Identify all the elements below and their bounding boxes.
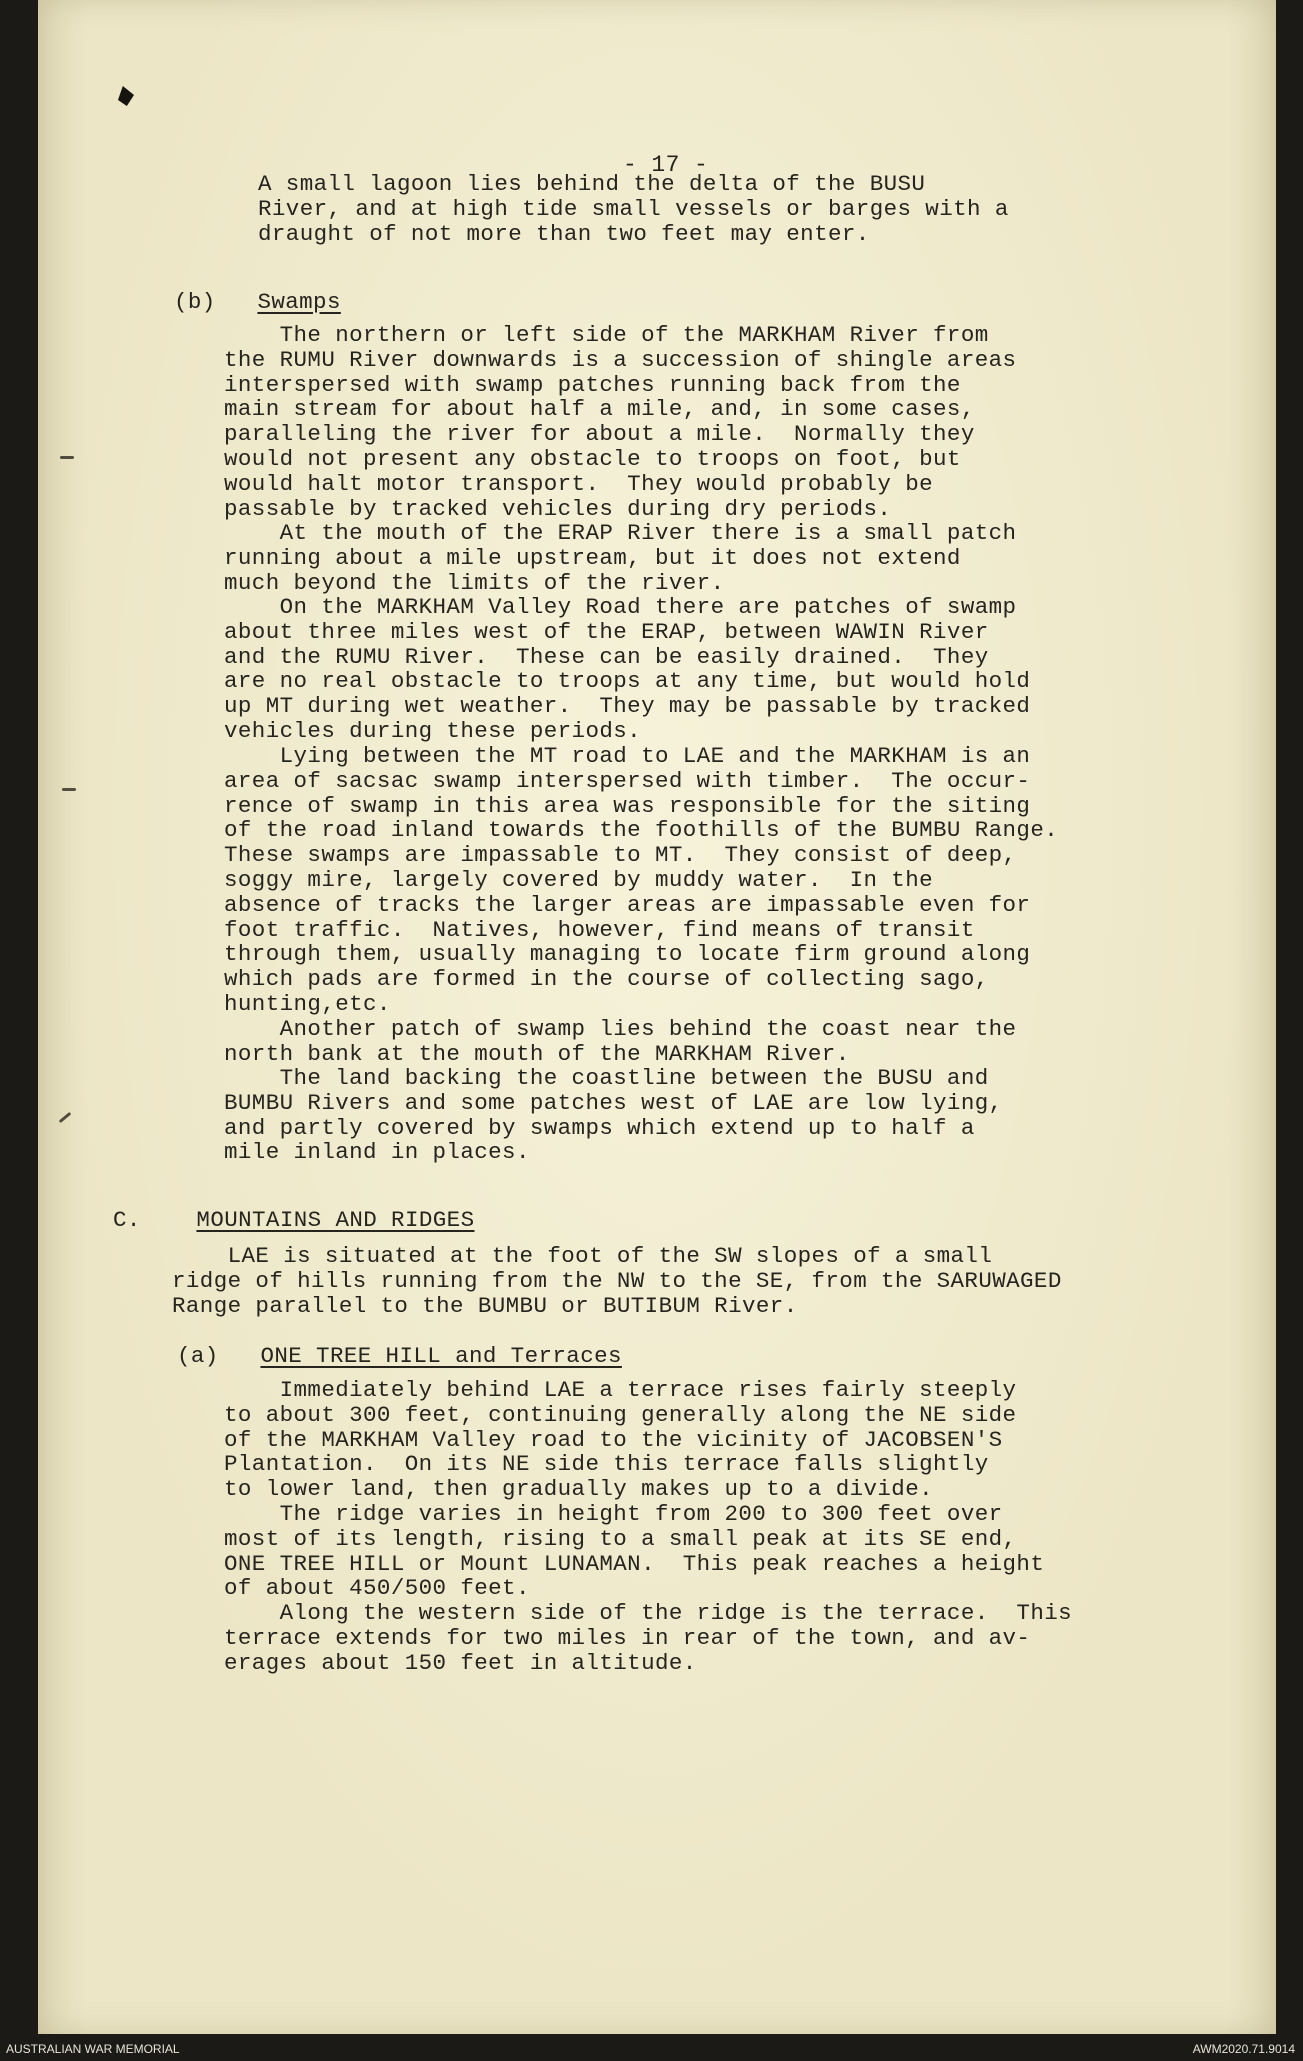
- section-title: ONE TREE HILL and Terraces: [260, 1343, 622, 1369]
- swamps-paragraph-4: Lying between the MT road to LAE and the MARKHAM is an area of sacsac swamp interspersed with timber. The occur- rence of swamp in this area was responsible for the siting of the road inland towards the foothills of the BUMBU Range. These swamps are impassable to MT. They consist of deep, soggy mire, largely covered by muddy water. In the absence of tracks the larger areas are impassable even for foot traffic. Natives, however, find means of transit through them, usually managing to locate firm ground along which pads are formed in the course of collecting sago, hunting,etc.: [224, 743, 1059, 1017]
- swamps-paragraph-3: On the MARKHAM Valley Road there are patches of swamp about three miles west of the ERAP, between WAWIN River and the RUMU River. These can be easily drained. They are no real obstacle to troops at any time, but would hold up MT during wet weather. They may be passable by tracked vehicles during these periods.: [224, 594, 1031, 744]
- section-title: Swamps: [257, 289, 341, 315]
- swamps-paragraph-5: Another patch of swamp lies behind the coast near the north bank at the mouth of the MARKHAM River.: [224, 1016, 1017, 1067]
- lagoon-paragraph: A small lagoon lies behind the delta of the BUSU River, and at high tide small vessels or barges with a draught of not more than two feet may enter.: [258, 171, 1009, 247]
- one-tree-hill-paragraph-1: Immediately behind LAE a terrace rises fairly steeply to about 300 feet, continuing generally along the NE side of the MARKHAM Valley road to the vicinity of JACOBSEN'S Plantation. On its NE side this terrace falls slightly to lower land, then gradually makes up to a divide.: [224, 1377, 1017, 1503]
- swamps-paragraph-6: The land backing the coastline between the BUSU and BUMBU Rivers and some patches west of LAE are low lying, and partly covered by swamps which extend up to half a mile inland in places.: [224, 1065, 1003, 1166]
- swamps-paragraph-1: The northern or left side of the MARKHAM River from the RUMU River downwards is a succession of shingle areas interspersed with swamp patches running back from the main stream for about half a mile, and, in some cases, paralleling the river for about a mile. Normally they would not present any obstacle to troops on foot, but would halt motor transport. They would probably be passable by tracked vehicles during dry periods.: [224, 322, 1017, 522]
- page-number: - 17 -: [623, 152, 709, 178]
- section-marker: (b): [174, 289, 216, 315]
- footer-accession-number: AWM2020.71.9014: [1192, 2042, 1295, 2056]
- one-tree-hill-paragraph-2: The ridge varies in height from 200 to 300 feet over most of its length, rising to a small peak at its SE end, ONE TREE HILL or Mount LUNAMAN. This peak reaches a height of about 450/500 feet.: [224, 1501, 1045, 1602]
- swamps-heading: [174, 289, 341, 315]
- document-text: [38, 0, 1276, 2034]
- mountains-paragraph: LAE is situated at the foot of the SW slopes of a small ridge of hills running from the NW to the SE, from the SARUWAGED Range parallel to the BUMBU or BUTIBUM River.: [172, 1243, 1062, 1319]
- footer-institution: AUSTRALIAN WAR MEMORIAL: [6, 2042, 180, 2056]
- archive-footer: [0, 2034, 1303, 2061]
- swamps-paragraph-2: At the mouth of the ERAP River there is a small patch running about a mile upstream, but it does not extend much beyond the limits of the river.: [224, 520, 1017, 596]
- one-tree-hill-heading: [177, 1343, 622, 1369]
- document-page: [38, 0, 1276, 2034]
- section-marker: C.: [113, 1207, 141, 1233]
- one-tree-hill-paragraph-3: Along the western side of the ridge is the terrace. This terrace extends for two miles in rear of the town, and av- erages about 150 feet in altitude.: [224, 1600, 1073, 1676]
- mountains-heading: [113, 1207, 474, 1233]
- section-marker: (a): [177, 1343, 219, 1369]
- section-title: MOUNTAINS AND RIDGES: [196, 1207, 475, 1233]
